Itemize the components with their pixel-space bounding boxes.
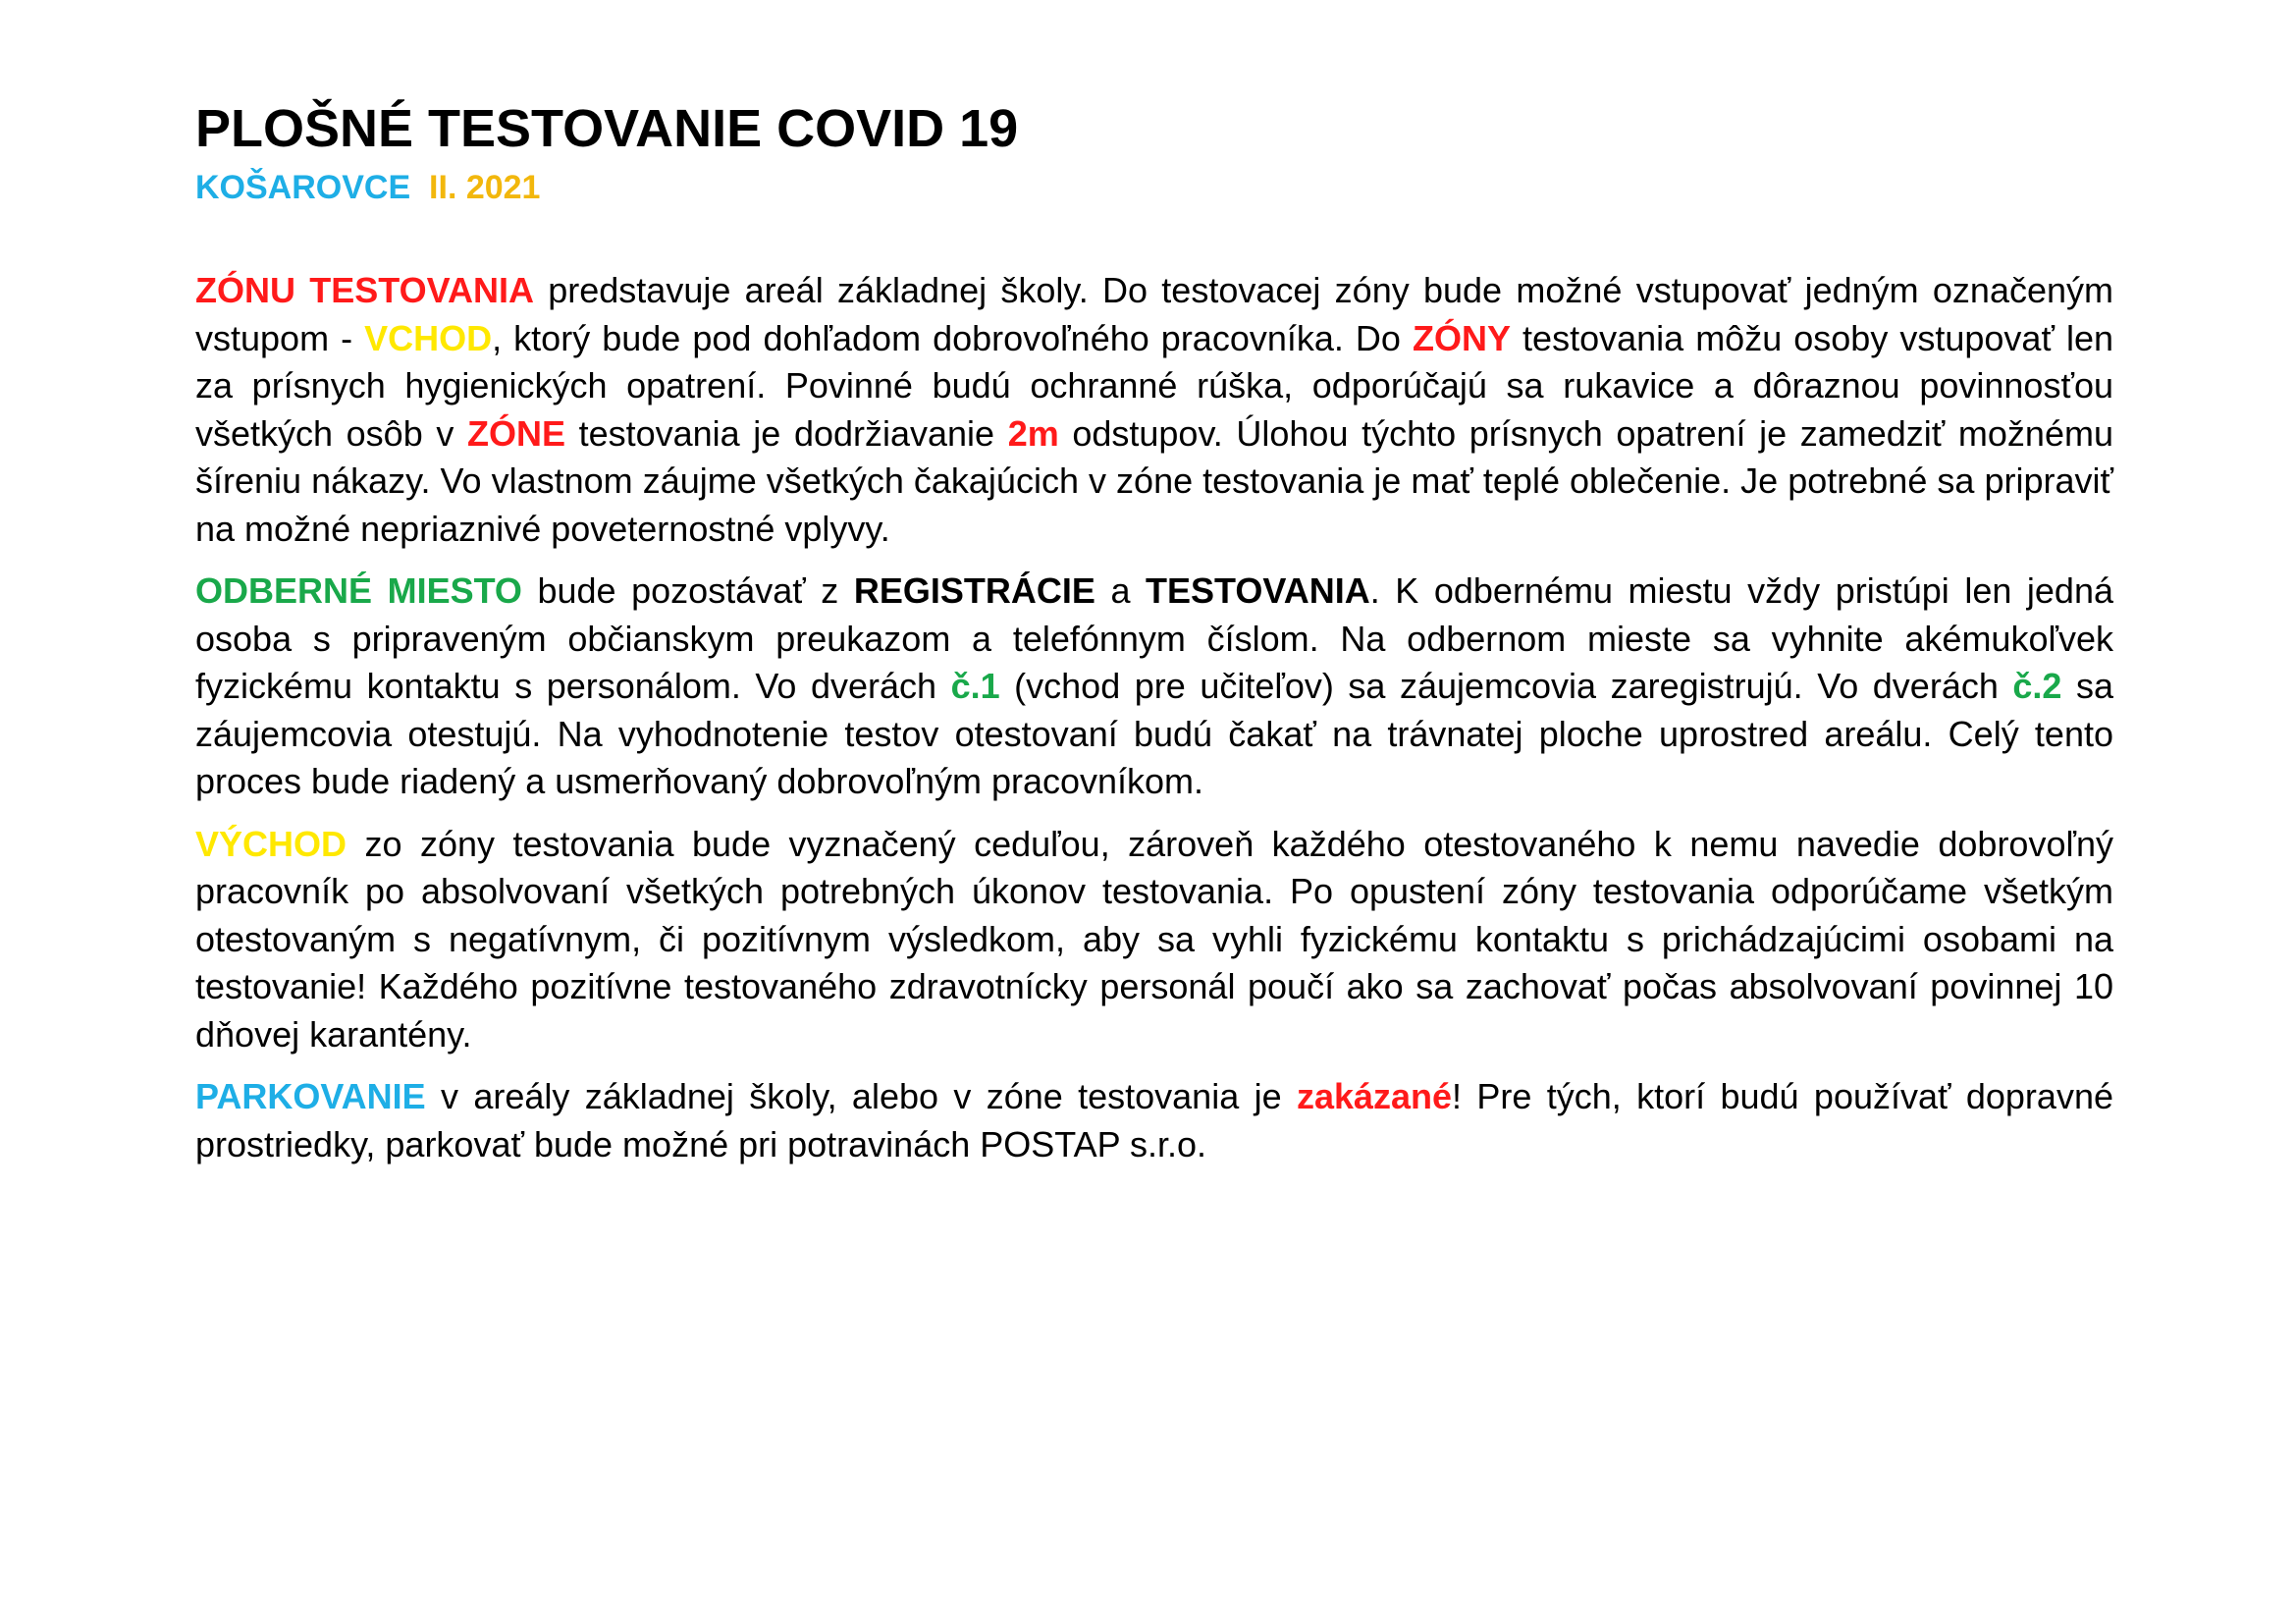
document-page — [195, 94, 2113, 1183]
paragraph-collection-point — [195, 568, 2113, 806]
subtitle-date: II. 2021 — [429, 169, 541, 206]
text-span: testovania je dodržiavanie — [564, 412, 1008, 454]
highlight-door-1: č.1 — [950, 666, 1000, 706]
highlight-door-2: č.2 — [2012, 666, 2062, 706]
text-span: ! Pre tých, ktorí budú používať dopravné prostriedky, parkovať bude možné pri potravinách POSTAP s.r.o. — [195, 1076, 2113, 1164]
paragraph-exit — [195, 821, 2113, 1059]
highlight-zone: ZÓNE — [466, 412, 565, 454]
heading-parking: PARKOVANIE — [195, 1076, 426, 1116]
text-span: predstavuje areál základnej školy. Do testovacej zóny bude možné vstupovať jedným označeným vstupom - — [195, 270, 2113, 358]
text-span: sa záujemcovia otestujú. Na vyhodnotenie testov otestovaní budú čakať na trávnatej ploche uprostred areálu. Celý tento proces bude riadený a usmerňovaný dobrovoľným pracovníkom. — [195, 666, 2114, 801]
paragraph-testing-zone — [195, 267, 2113, 553]
text-span: , ktorý bude pod dohľadom dobrovoľného pracovníka. Do — [492, 317, 1413, 358]
text-span: bude pozostávať z — [521, 570, 854, 611]
text-span: testovania môžu osoby vstupovať len za prísnych hygienických opatrení. Povinné budú ochranné rúška, odporúčajú sa rukavice a dôraznou povinnosťou všetkých osôb v — [195, 317, 2114, 454]
highlight-registration: REGISTRÁCIE — [853, 570, 1095, 611]
page-title: PLOŠNÉ TESTOVANIE COVID 19 — [195, 99, 1019, 158]
text-span: odstupov. Úlohou týchto prísnych opatrení je zamedziť možnému šíreniu nákazy. Vo vlastnom záujme všetkých čakajúcich v zóne testovania je mať teplé oblečenie. Je potrebné sa pripraviť na možné nepriaznivé poveternostné vplyvy. — [195, 412, 2113, 549]
highlight-entrance: VCHOD — [364, 317, 493, 358]
page-subtitle — [195, 163, 2113, 212]
subtitle-place: KOŠAROVCE — [195, 169, 411, 206]
text-span: a — [1095, 570, 1147, 611]
text-span: (vchod pre učiteľov) sa záujemcovia zaregistrujú. Vo dverách — [999, 666, 2013, 706]
paragraph-parking — [195, 1073, 2113, 1168]
highlight-zone: ZÓNY — [1413, 317, 1512, 358]
heading-collection-point: ODBERNÉ MIESTO — [195, 570, 522, 611]
highlight-testing: TESTOVANIA — [1146, 570, 1370, 611]
heading-testing-zone: ZÓNU TESTOVANIA — [195, 270, 534, 310]
text-span: v areály základnej školy, alebo v zóne testovania je — [425, 1076, 1297, 1116]
heading-exit: VÝCHOD — [195, 823, 347, 864]
text-span: . K odbernému miestu vždy pristúpi len jedná osoba s pripraveným občianskym preukazom a telefónnym číslom. Na odbernom mieste sa vyhnite akémukoľvek fyzickému kontaktu s personálom. Vo dverách — [195, 570, 2113, 706]
highlight-distance: 2m — [1007, 412, 1059, 454]
text-span: zo zóny testovania bude vyznačený ceduľou, zároveň každého otestovaného k nemu navedie dobrovoľný pracovník po absolvovaní všetkých potrebných úkonov testovania. Po opustení zóny testovania odporúčame všetkým otestovaným s negatívnym, či pozitívnym výsledkom, aby sa vyhli fyzickému kontaktu s prichádzajúcimi osobami na testovanie! Každého pozitívne testovaného zdravotnícky personál poučí ako sa zachovať počas absolvovaní povinnej 10 dňovej karantény. — [195, 823, 2113, 1055]
highlight-forbidden: zakázané — [1296, 1076, 1453, 1116]
